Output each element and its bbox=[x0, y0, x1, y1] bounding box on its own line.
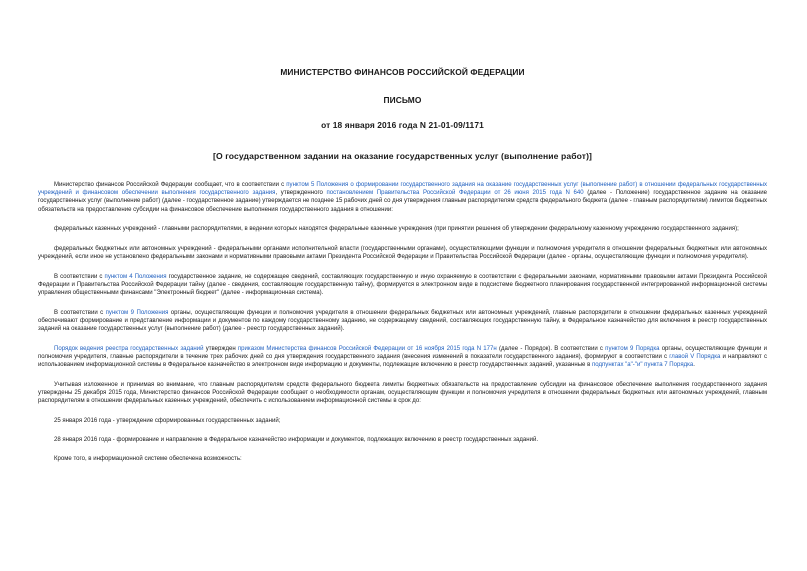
text-span: органы, осуществляющие функции и полномочия учредителя в отношении федеральных бюджетных или автономных учреждений, главные распорядители в отношении федеральных казенных учреждений обеспечивают формирование и представление информации и документов по каждому государственному заданию, не содержащему сведений, составляющих государственную тайну, в Федеральное казначейство для включения в реестр государственных заданий на оказание государственных услуг (выполнение работ) (далее - реестр государственных заданий). bbox=[38, 309, 767, 333]
ministry-title: МИНИСТЕРСТВО ФИНАНСОВ РОССИЙСКОЙ ФЕДЕРАЦИИ bbox=[280, 67, 525, 77]
text-span: , утвержденного bbox=[275, 190, 327, 197]
document-date-number: от 18 января 2016 года N 21-01-09/1171 bbox=[321, 120, 484, 130]
text-span: и направляют с использованием информационной системы в Федеральное казначейство в электронном виде информацию и документы, подлежащие включению в реестр государственных заданий, указанные в bbox=[38, 354, 767, 369]
link-poryadok-reestra[interactable]: Порядок ведения реестра государственных заданий bbox=[54, 345, 204, 352]
text-span: (далее - Порядок). В соответствии с bbox=[496, 345, 606, 352]
subject-bracket-close: ] bbox=[589, 151, 593, 161]
document-subject bbox=[38, 151, 767, 161]
text-span: В соответствии с bbox=[54, 309, 106, 316]
link-polozhenie-p4[interactable]: пунктом 4 Положения bbox=[104, 273, 167, 280]
link-poryadok-glava-5[interactable]: главой V Порядка bbox=[669, 354, 721, 361]
paragraph-7: Учитывая изложенное и принимая во внимание, что главным распорядителям средств федерального бюджета лимиты бюджетных обязательств на предоставление субсидии на финансовое обеспечение выполнения государственного задания утверждены 25 декабря 2015 года, Министерство финансов Российской Федерации сообщает о необходимости органам, осуществляющим функции и полномочия учредителя в отношении федеральных бюджетных или автономных учреждений, главным распорядителям в отношении федеральных казенных учреждений, обеспечить с использованием информационной системы в срок до: bbox=[38, 381, 767, 405]
paragraph-1 bbox=[38, 181, 767, 214]
paragraph-4 bbox=[38, 273, 767, 298]
link-polozhenie-p9[interactable]: пунктом 9 Положения bbox=[105, 309, 169, 316]
text-span: . bbox=[693, 362, 695, 369]
link-poryadok-p7[interactable]: подпунктах "а"-"и" пункта 7 Порядка bbox=[592, 362, 694, 369]
paragraph-8: 25 января 2016 года - утверждение сформированных государственных заданий; bbox=[54, 417, 281, 424]
paragraph-10: Кроме того, в информационной системе обеспечена возможность: bbox=[54, 455, 242, 462]
document-type: ПИСЬМО bbox=[383, 95, 422, 105]
text-span: (далее - Положение) государственное задание на оказание государственных услуг (выполнение работ) (далее - государственное задание) утверждается не позднее 15 рабочих дней со дня утверждения главным распорядителям средств федерального бюджета (далее - главным распорядителям) лимитов бюджетных обязательств на предоставление субсидии на финансовое обеспечение выполнения государственного задания в отношении: bbox=[38, 190, 767, 213]
paragraph-2: федеральных казенных учреждений - главными распорядителями, в ведении которых находятся федеральные казенные учреждения (при принятии решения об утверждении федеральному казенному учреждению государственного задания); bbox=[54, 226, 739, 233]
text-span: Министерство финансов Российской Федерации сообщает, что в соответствии с bbox=[54, 182, 287, 188]
subject-bracket-open: [ bbox=[212, 151, 216, 161]
text-span: утвержден bbox=[203, 345, 238, 352]
paragraph-5 bbox=[38, 309, 767, 334]
subject-text: О государственном задании на оказание государственных услуг (выполнение работ) bbox=[215, 151, 590, 161]
link-poryadok-p9[interactable]: пунктом 9 Порядка bbox=[605, 345, 660, 352]
text-span: органы, осуществляющие функции и полномочия учредителя, главные распорядители в течение трех рабочих дней со дня утверждения государственного задания (внесения изменений в показатели государственного задания), формируют в соответствии с bbox=[38, 345, 767, 361]
text-span: государственное задание, не содержащее сведений, составляющих государственную и иную охраняемую в соответствии с федеральными законами, нормативными правовыми актами Президента Российской Федерации и Правительства Российской Федерации тайну (далее - сведения, составляющие государственную тайну), формируется в электронном виде в подсистеме бюджетного планирования государственной интегрированной информационной системы управления общественными финансами "Электронный бюджет" (далее - информационная система). bbox=[38, 273, 767, 297]
document-body bbox=[38, 181, 767, 463]
link-prikaz-177n[interactable]: приказом Министерства финансов Российской Федерации от 16 ноября 2015 года N 177н bbox=[237, 345, 497, 352]
link-polozhenie-p5[interactable]: пунктом 5 Положения о формировании государственного задания на оказание государственных услуг (выполнение работ) в отношении федеральных государственных учреждений и финансовом обеспечении выполнения государственного задания bbox=[38, 182, 768, 197]
paragraph-9: 28 января 2016 года - формирование и направление в Федеральное казначейство информации и документов, подлежащих включению в реестр государственных заданий. bbox=[54, 436, 538, 443]
link-postanovlenie-640[interactable]: постановлением Правительства Российской Федерации от 26 июня 2015 года N 640 bbox=[326, 190, 584, 197]
paragraph-6 bbox=[38, 345, 767, 370]
text-span: В соответствии с bbox=[54, 273, 105, 280]
paragraph-3: федеральных бюджетных или автономных учреждений - федеральными органами исполнительной власти (государственными органами), осуществляющими функции и полномочия учредителя в отношении федеральных бюджетных или автономных учреждений, если иное не установлено федеральными законами и нормативными правовыми актами Президента Российской Федерации и Правительства Российской Федерации (далее - органы, осуществляющие функции и полномочия учредителя). bbox=[38, 245, 767, 261]
